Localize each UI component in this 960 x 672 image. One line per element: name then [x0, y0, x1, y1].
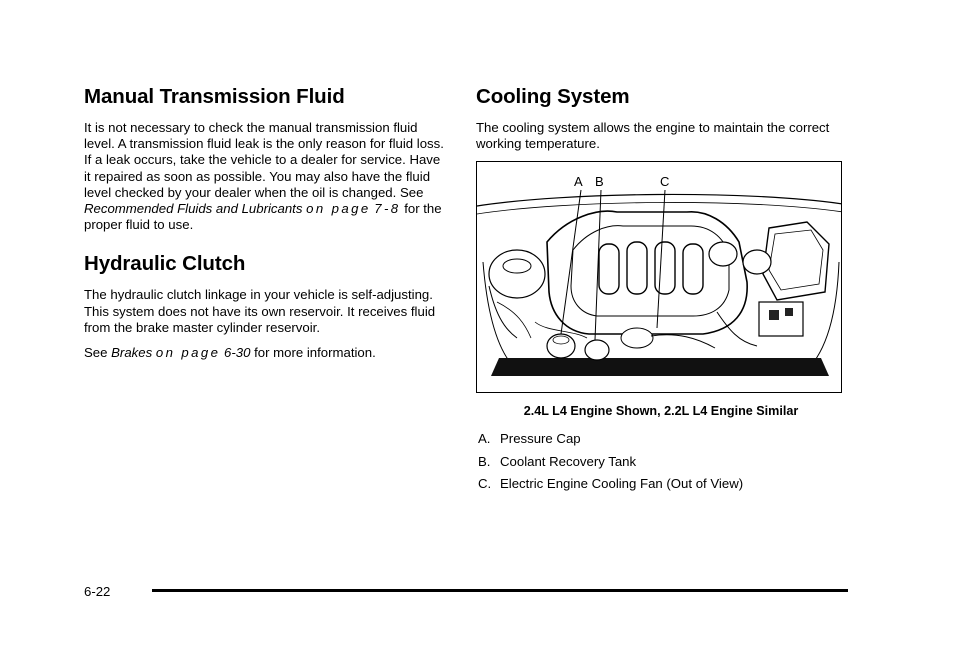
legend-text-b: Coolant Recovery Tank — [500, 453, 637, 469]
callout-b: B — [595, 174, 604, 190]
engine-illustration — [477, 162, 842, 393]
fluid-reference-on-page: on page — [306, 201, 371, 217]
brakes-reference-page: 6-30 — [224, 345, 251, 361]
left-column — [84, 84, 446, 370]
legend-text-a: Pressure Cap — [500, 431, 581, 447]
brakes-reference-link[interactable] — [111, 345, 250, 360]
callout-c: C — [660, 174, 670, 190]
legend-item-a — [478, 431, 846, 447]
paragraph-hydraulic-clutch: The hydraulic clutch linkage in your vehicle is self-adjusting. This system does not have its own reservoir. It receives fluid from the brake master cylinder reservoir. — [84, 287, 436, 335]
footer-divider — [152, 589, 848, 592]
callout-a: A — [574, 174, 583, 190]
legend-item-b — [478, 454, 846, 470]
figure-caption: 2.4L L4 Engine Shown, 2.2L L4 Engine Similar — [523, 404, 799, 419]
see-suffix: for more information. — [250, 345, 376, 361]
right-column — [476, 84, 846, 499]
fluid-reference-title: Recommended Fluids and Lubricants — [84, 201, 303, 217]
legend-letter-a: A. — [478, 431, 491, 447]
heading-cooling-system: Cooling System — [476, 85, 630, 108]
legend-letter-c: C. — [478, 476, 492, 492]
heading-hydraulic-clutch: Hydraulic Clutch — [84, 252, 246, 276]
brakes-reference-on-page: on page — [155, 345, 221, 361]
fluid-reference-link[interactable] — [84, 201, 401, 216]
see-prefix: See — [84, 345, 112, 361]
figure-legend — [478, 431, 846, 492]
legend-letter-b: B. — [478, 453, 491, 469]
fluid-text-1: It is not necessary to check the manual transmission fluid level. A transmission fluid leak is the only reason for fluid loss. If a leak occurs, take the vehicle to a dealer for service. Have it repaired as soon as possible. You may also have the fluid level checked by your dealer when the oil is changed. See — [84, 120, 444, 200]
paragraph-see-brakes — [84, 345, 446, 361]
fluid-reference-page: 7-8 — [374, 201, 401, 217]
fluid-text-2: for the proper fluid to use. — [84, 201, 442, 233]
heading-manual-transmission-fluid: Manual Transmission Fluid — [84, 85, 345, 108]
legend-item-c — [478, 476, 846, 492]
page-number: 6-22 — [84, 584, 111, 599]
paragraph-transmission-fluid — [84, 120, 446, 233]
paragraph-cooling-intro: The cooling system allows the engine to maintain the correct working temperature. — [476, 120, 830, 152]
engine-compartment-figure — [476, 161, 842, 393]
brakes-reference-title: Brakes — [111, 345, 153, 361]
legend-text-c: Electric Engine Cooling Fan (Out of View) — [500, 476, 744, 492]
